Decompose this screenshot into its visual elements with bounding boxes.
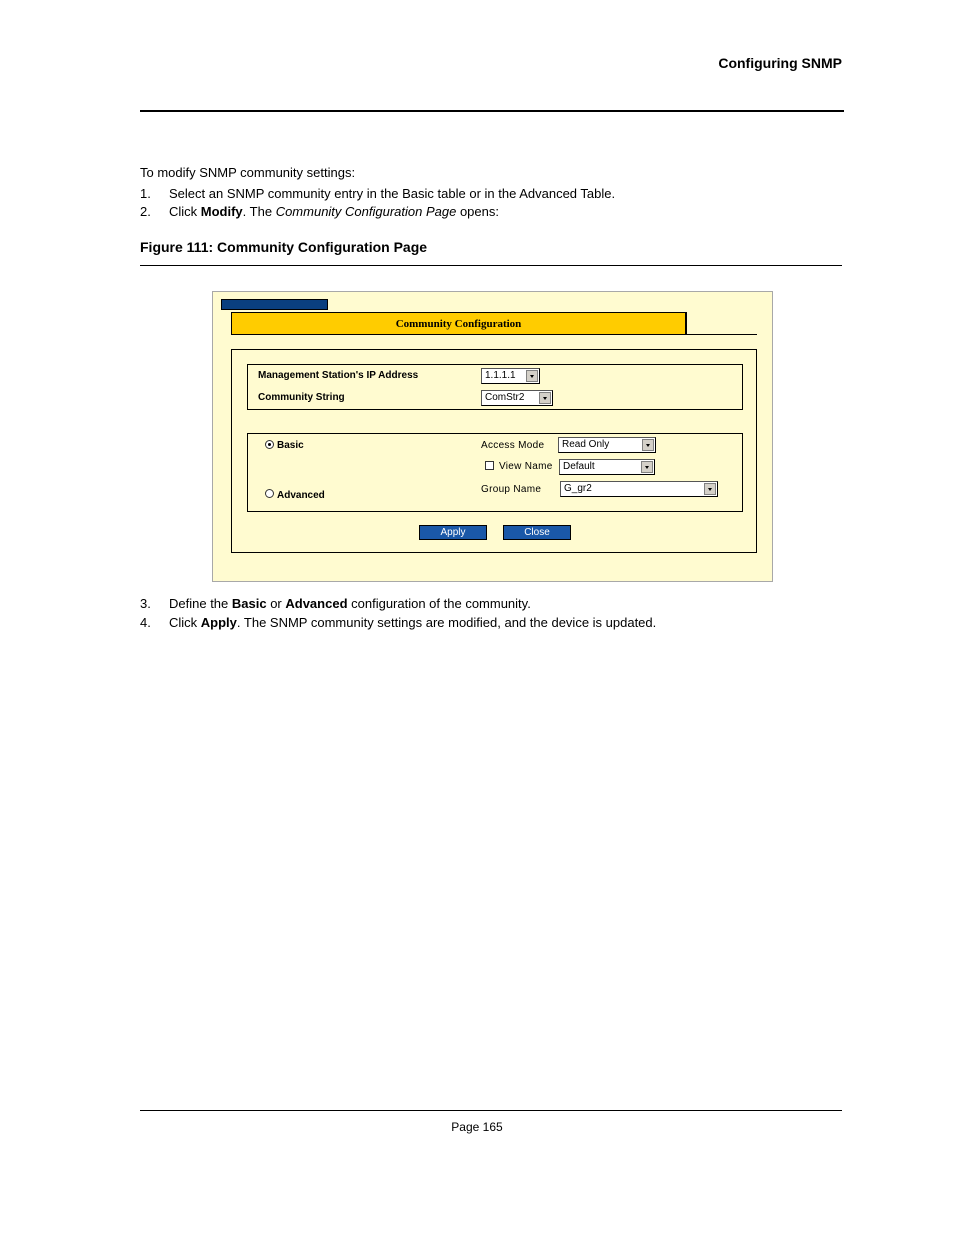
group-name-label: Group Name [481, 484, 542, 495]
step-text: . The [242, 204, 276, 219]
basic-radio[interactable] [265, 440, 274, 449]
chevron-down-icon[interactable] [641, 461, 653, 473]
config-panel [231, 349, 757, 553]
chevron-down-icon[interactable] [704, 483, 716, 495]
advanced-label: Advanced [277, 490, 325, 501]
step-text: opens: [456, 204, 499, 219]
step-bold: Modify [200, 204, 243, 219]
view-name-checkbox[interactable] [485, 461, 494, 470]
step-3 [140, 596, 531, 611]
community-string-label: Community String [258, 392, 345, 403]
intro-text: To modify SNMP community settings: [140, 165, 356, 180]
step-text: or [266, 596, 286, 611]
view-name-select[interactable] [559, 459, 655, 475]
access-mode-select[interactable] [558, 437, 656, 453]
step-italic: Community Configuration Page [275, 204, 457, 219]
step-text: Define the [169, 596, 232, 611]
group-name-value: G_gr2 [564, 483, 592, 494]
access-mode-label: Access Mode [481, 440, 545, 451]
advanced-radio[interactable] [265, 489, 274, 498]
footer-rule [140, 1110, 842, 1111]
figure-caption: Figure 111: Community Configuration Page [140, 239, 428, 255]
group-name-select[interactable] [560, 481, 718, 497]
ip-address-label: Management Station's IP Address [258, 370, 419, 381]
caption-rule [140, 265, 842, 266]
chevron-down-icon[interactable] [539, 392, 551, 404]
step-2 [140, 204, 499, 219]
view-name-value: Default [563, 461, 595, 472]
step-text: Click [169, 615, 201, 630]
step-text: . The SNMP community settings are modified, and the device is updated. [236, 615, 657, 630]
step-number: 1. [140, 186, 151, 201]
close-button[interactable]: Close [503, 525, 571, 540]
page-banner: Community Configuration [231, 312, 687, 335]
header-rule [140, 110, 844, 112]
step-bold: Apply [200, 615, 237, 630]
view-name-label: View Name [499, 461, 553, 472]
page-number: Page 165 [451, 1120, 503, 1134]
step-bold: Basic [231, 596, 267, 611]
step-number: 4. [140, 615, 151, 630]
mode-box [247, 433, 743, 512]
step-number: 3. [140, 596, 151, 611]
community-configuration-figure [212, 291, 773, 582]
step-number: 2. [140, 204, 151, 219]
step-text: Click [169, 204, 201, 219]
step-4 [140, 615, 656, 630]
basic-label: Basic [277, 440, 304, 451]
community-string-select[interactable] [481, 390, 553, 406]
chevron-down-icon[interactable] [642, 439, 654, 451]
step-1 [140, 186, 615, 201]
ip-address-value: 1.1.1.1 [485, 370, 516, 381]
station-box [247, 364, 743, 410]
chevron-down-icon[interactable] [526, 370, 538, 382]
community-string-value: ComStr2 [485, 392, 525, 403]
ip-address-select[interactable] [481, 368, 540, 384]
tab-stub [221, 299, 328, 310]
access-mode-value: Read Only [562, 439, 610, 450]
running-header: Configuring SNMP [718, 55, 842, 71]
apply-button[interactable]: Apply [419, 525, 487, 540]
step-text: configuration of the community. [347, 596, 531, 611]
step-bold: Advanced [285, 596, 348, 611]
step-text: Select an SNMP community entry in the Basic table or in the Advanced Table. [169, 186, 616, 201]
